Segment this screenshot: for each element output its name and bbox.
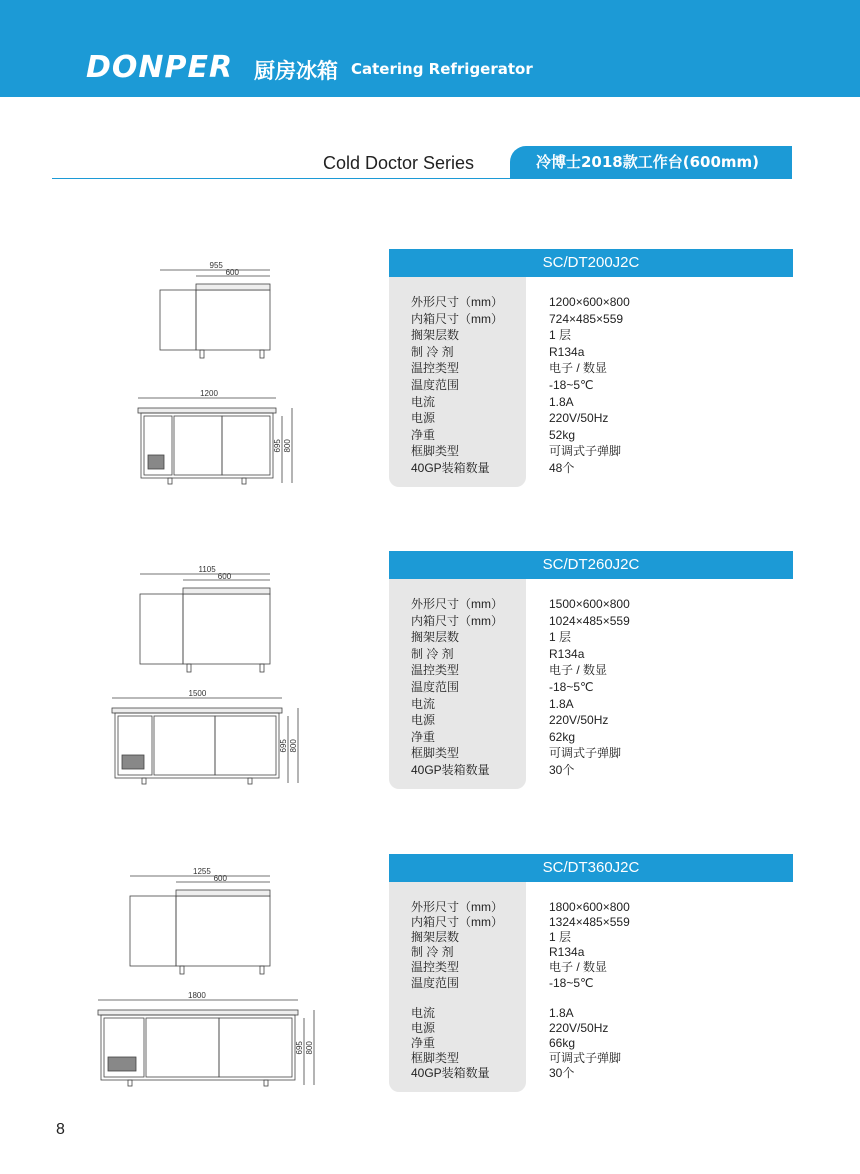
spec-label: 框脚类型 <box>411 746 460 761</box>
dim-label: 800 <box>289 739 298 753</box>
dim-label: 1200 <box>200 390 218 398</box>
spec-value: 可调式子弹脚 <box>549 746 622 761</box>
spec-value: 1 层 <box>549 630 572 645</box>
brand-logo: DONPER <box>86 50 234 85</box>
spec-label: 外形尺寸（mm） <box>411 597 503 611</box>
dim-label: 695 <box>273 439 282 453</box>
spec-label: 内箱尺寸（mm） <box>411 613 503 628</box>
spec-label: 制 冷 剂 <box>411 344 454 359</box>
spec-label: 温度范围 <box>411 680 460 694</box>
spec-value: 1200×600×800 <box>549 295 630 309</box>
spec-label: 电流 <box>411 696 436 711</box>
side-view-drawing <box>130 566 290 696</box>
dim-label: 600 <box>217 572 232 581</box>
series-tab: 冷博士2018款工作台(600mm) <box>510 146 792 178</box>
spec-value: 1500×600×800 <box>549 597 630 611</box>
spec-value: 可调式子弹脚 <box>549 444 622 459</box>
model-bar: SC/DT200J2C <box>389 249 793 277</box>
dim-label: 1105 <box>198 566 216 574</box>
side-view-drawing <box>120 868 290 998</box>
spec-label: 电流 <box>411 1005 436 1020</box>
dim-label: 1800 <box>188 992 206 1000</box>
front-view-drawing <box>134 390 312 500</box>
spec-label: 净重 <box>411 427 436 442</box>
series-divider <box>52 178 792 179</box>
spec-value: 1800×600×800 <box>549 900 630 914</box>
dim-label: 600 <box>213 874 227 883</box>
spec-label: 40GP装箱数量 <box>411 461 490 475</box>
spec-value: 62kg <box>549 729 576 744</box>
model-bar: SC/DT360J2C <box>389 854 793 882</box>
dim-label: 800 <box>305 1041 314 1055</box>
spec-value: 724×485×559 <box>549 311 624 326</box>
dim-label: 800 <box>283 439 292 453</box>
spec-label: 40GP装箱数量 <box>411 1066 490 1081</box>
spec-label: 框脚类型 <box>411 1051 460 1065</box>
spec-label: 外形尺寸（mm） <box>411 295 503 309</box>
spec-value: -18~5℃ <box>549 680 594 694</box>
spec-label: 内箱尺寸（mm） <box>411 311 503 326</box>
spec-value: R134a <box>549 945 585 960</box>
dim-label: 1500 <box>188 690 207 698</box>
dim-label: 600 <box>225 268 239 277</box>
model-bar: SC/DT260J2C <box>389 551 793 579</box>
spec-value: 1.8A <box>549 696 574 711</box>
spec-label: 温度范围 <box>411 378 460 392</box>
spec-label: 温控类型 <box>411 663 460 678</box>
spec-value: 220V/50Hz <box>549 411 609 426</box>
spec-label: 电源 <box>411 411 436 426</box>
spec-value: R134a <box>549 646 585 661</box>
spec-value: -18~5℃ <box>549 975 594 990</box>
spec-value: -18~5℃ <box>549 378 594 392</box>
spec-value: 1024×485×559 <box>549 613 630 628</box>
dim-label: 955 <box>209 262 223 270</box>
page-number: 8 <box>56 1121 65 1138</box>
spec-value: 30个 <box>549 1066 575 1081</box>
front-view-drawing <box>94 992 334 1102</box>
spec-value: 电子 / 数显 <box>549 960 608 975</box>
spec-value: 66kg <box>549 1035 576 1050</box>
dim-label: 695 <box>279 739 288 753</box>
spec-label: 净重 <box>411 1035 436 1050</box>
spec-label: 电流 <box>411 394 436 409</box>
spec-label: 温度范围 <box>411 975 460 990</box>
spec-value: 1 层 <box>549 930 572 945</box>
front-view-drawing <box>108 690 318 800</box>
spec-label: 搁架层数 <box>411 328 460 343</box>
spec-label: 制 冷 剂 <box>411 945 454 960</box>
spec-label: 温控类型 <box>411 361 460 376</box>
spec-label: 框脚类型 <box>411 444 460 459</box>
spec-value: 1 层 <box>549 328 572 343</box>
spec-value: 220V/50Hz <box>549 713 609 728</box>
header-title-en: Catering Refrigerator <box>351 60 533 78</box>
spec-label: 内箱尺寸（mm） <box>411 915 503 930</box>
dim-label: 1255 <box>193 868 211 876</box>
dim-label: 695 <box>295 1041 304 1055</box>
spec-value: 52kg <box>549 427 576 442</box>
spec-value: R134a <box>549 344 585 359</box>
spec-value: 1.8A <box>549 394 574 409</box>
spec-value: 1324×485×559 <box>549 915 630 930</box>
spec-label: 40GP装箱数量 <box>411 763 490 777</box>
spec-label: 电源 <box>411 1020 436 1035</box>
spec-value: 可调式子弹脚 <box>549 1051 622 1065</box>
spec-value: 1.8A <box>549 1005 574 1020</box>
series-name: Cold Doctor Series <box>323 153 475 173</box>
spec-label: 电源 <box>411 713 436 728</box>
spec-value: 220V/50Hz <box>549 1020 609 1035</box>
spec-value: 电子 / 数显 <box>549 361 608 376</box>
spec-label: 净重 <box>411 729 436 744</box>
header-banner <box>0 0 860 97</box>
spec-value: 48个 <box>549 461 575 475</box>
spec-label: 搁架层数 <box>411 630 460 645</box>
spec-value: 30个 <box>549 763 575 777</box>
spec-value: 电子 / 数显 <box>549 663 608 678</box>
spec-label: 搁架层数 <box>411 930 460 945</box>
spec-label: 温控类型 <box>411 960 460 975</box>
header-title-cn: 厨房冰箱 <box>254 59 338 83</box>
spec-label: 制 冷 剂 <box>411 646 454 661</box>
side-view-drawing <box>150 262 290 382</box>
spec-label: 外形尺寸（mm） <box>411 900 503 914</box>
